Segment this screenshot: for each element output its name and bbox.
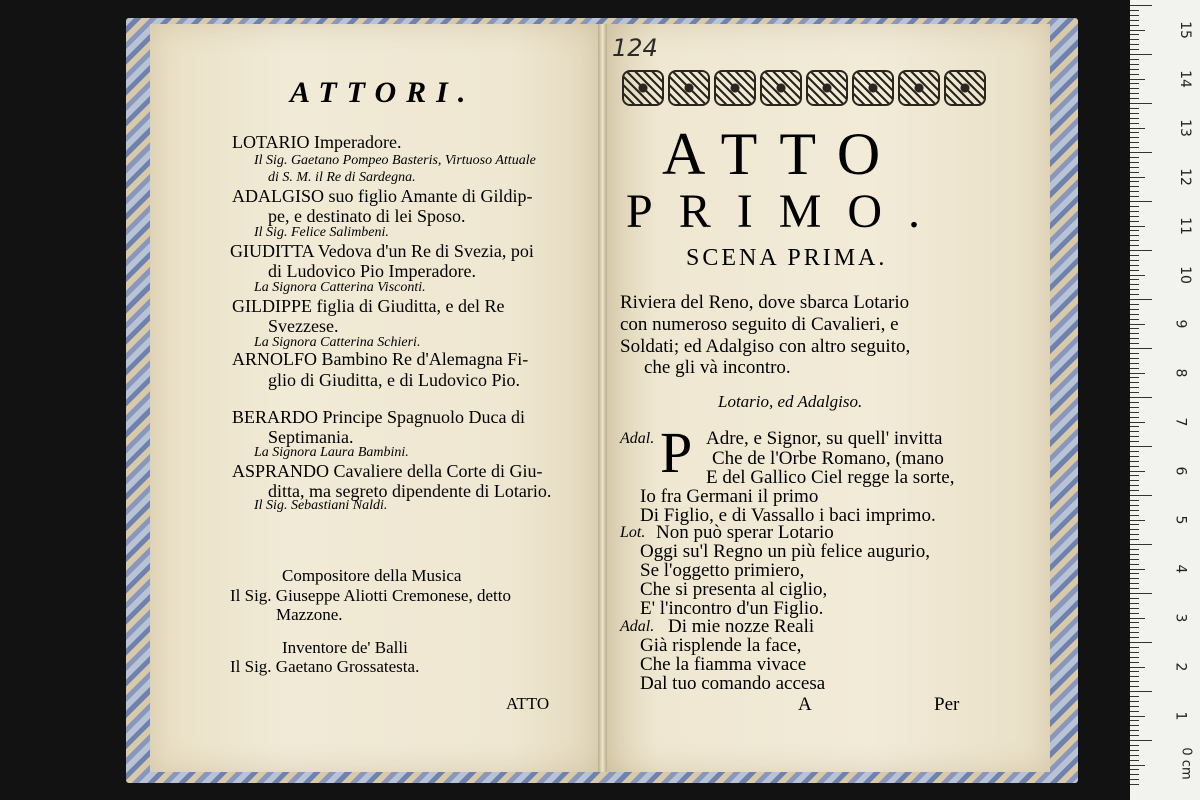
ornament-tile <box>806 70 848 106</box>
ruler-tick <box>1130 216 1139 217</box>
dialogue-line: Io fra Germani il primo <box>640 486 819 507</box>
ruler-tick <box>1130 201 1152 202</box>
ruler-tick <box>1130 627 1139 628</box>
role-desc: glio di Giuditta, e di Ludovico Pio. <box>268 370 520 390</box>
ruler-tick <box>1130 779 1139 780</box>
ruler-tick <box>1130 520 1145 521</box>
ruler-number: 14 <box>1176 70 1193 88</box>
ornament-tile <box>760 70 802 106</box>
ruler-tick <box>1130 456 1139 457</box>
role-desc: di Ludovico Pio Imperadore. <box>268 261 476 281</box>
ruler-tick <box>1130 632 1139 633</box>
composer-name: Il Sig. Giuseppe Aliotti Cremonese, detto <box>230 586 511 605</box>
dialogue-line: Dal tuo comando accesa <box>640 673 826 694</box>
ruler-tick <box>1130 270 1139 271</box>
ruler-tick <box>1130 15 1139 16</box>
ruler-tick <box>1130 725 1139 726</box>
ruler-tick <box>1130 230 1139 231</box>
act-heading: ATTO <box>662 121 903 187</box>
singer-name: Il Sig. Felice Salimbeni. <box>254 225 389 240</box>
ruler-tick <box>1130 466 1139 467</box>
ruler-tick <box>1130 441 1139 442</box>
ruler-tick <box>1130 716 1145 717</box>
ruler-tick <box>1130 480 1139 481</box>
dialogue-line: Oggi su'l Regno un più felice augurio, <box>640 541 930 562</box>
ruler-tick <box>1130 475 1139 476</box>
setting-line: che gli và incontro. <box>644 357 791 378</box>
ruler-tick <box>1130 745 1139 746</box>
dialogue-line: Già risplende la face, <box>640 635 802 656</box>
role-desc: ditta, ma segreto dipendente di Lotario. <box>268 481 552 501</box>
ruler-tick <box>1130 554 1139 555</box>
ruler-tick <box>1130 706 1139 707</box>
ruler-tick <box>1130 662 1139 663</box>
ruler-tick <box>1130 226 1145 227</box>
ruler-tick <box>1130 618 1145 619</box>
ruler-tick <box>1130 613 1139 614</box>
ruler-tick <box>1130 377 1139 378</box>
ruler-tick <box>1130 49 1139 50</box>
ruler-number: 12 <box>1176 168 1193 186</box>
dialogue-line: E' l'incontro d'un Figlio. <box>640 598 824 619</box>
ruler-tick <box>1130 382 1139 383</box>
ruler-tick <box>1130 118 1139 119</box>
ruler-tick <box>1130 294 1139 295</box>
ruler-tick <box>1130 490 1139 491</box>
ruler-tick <box>1130 309 1139 310</box>
dialogue-line: Che de l'Orbe Romano, (mano <box>712 448 944 469</box>
ruler-tick <box>1130 98 1139 99</box>
persons: Lotario, ed Adalgiso. <box>718 392 863 411</box>
ruler-tick <box>1130 451 1139 452</box>
ruler-tick <box>1130 422 1145 423</box>
setting-line: con numeroso seguito di Cavalieri, e <box>620 314 899 335</box>
ruler-tick <box>1130 495 1152 496</box>
ruler-tick <box>1130 730 1139 731</box>
ruler-number: 9 <box>1172 319 1189 329</box>
ruler-tick <box>1130 583 1139 584</box>
ornament-tile <box>622 70 664 106</box>
ruler-tick <box>1130 760 1139 761</box>
catchword-right: Per <box>934 694 960 715</box>
dialogue-line: Di Figlio, e di Vassallo i baci imprimo. <box>640 505 936 526</box>
ruler-tick <box>1130 93 1139 94</box>
ruler-tick <box>1130 235 1139 236</box>
ruler-tick <box>1130 569 1145 570</box>
ruler-tick <box>1130 44 1139 45</box>
ruler-tick <box>1130 720 1139 721</box>
ruler-tick <box>1130 172 1139 173</box>
setting-line: Riviera del Reno, dove sbarca Lotario <box>620 292 910 313</box>
ruler-tick <box>1130 529 1139 530</box>
ruler-tick <box>1130 196 1139 197</box>
role-name: BERARDO Principe Spagnuolo Duca di <box>232 407 525 427</box>
ruler-tick <box>1130 157 1139 158</box>
ruler-tick <box>1130 314 1139 315</box>
ruler-tick <box>1130 671 1139 672</box>
ruler-tick <box>1130 397 1152 398</box>
ruler-tick <box>1130 152 1152 153</box>
ruler-tick <box>1130 319 1139 320</box>
dialogue-line: Adre, e Signor, su quell' invitta <box>706 428 943 449</box>
ruler-tick <box>1130 387 1139 388</box>
ruler-tick <box>1130 755 1139 756</box>
ruler-tick <box>1130 108 1139 109</box>
ruler-tick <box>1130 353 1139 354</box>
role-name: ADALGISO suo figlio Amante di Gildip- <box>232 186 533 206</box>
catchword-left: ATTO <box>506 694 550 713</box>
ruler-tick <box>1130 593 1152 594</box>
ruler-tick <box>1130 622 1139 623</box>
role-name: LOTARIO Imperadore. <box>232 132 402 152</box>
ruler-tick <box>1130 206 1139 207</box>
ruler-tick <box>1130 30 1145 31</box>
ruler-tick <box>1130 676 1139 677</box>
ruler-tick <box>1130 177 1145 178</box>
dialogue-line: Che si presenta al ciglio, <box>640 579 828 600</box>
ruler-tick <box>1130 245 1139 246</box>
singer-name: La Signora Laura Bambini. <box>254 445 409 460</box>
ruler-tick <box>1130 711 1139 712</box>
ruler-tick <box>1130 417 1139 418</box>
ruler-tick <box>1130 647 1139 648</box>
act-number: PRIMO. <box>626 185 947 238</box>
role-desc: Septimania. <box>268 427 354 447</box>
ruler-tick <box>1130 485 1139 486</box>
ruler-tick <box>1130 113 1139 114</box>
ruler-tick <box>1130 358 1139 359</box>
ruler-tick <box>1130 333 1139 334</box>
ruler-tick <box>1130 338 1139 339</box>
ruler-tick <box>1130 471 1145 472</box>
ruler-tick <box>1130 407 1139 408</box>
ruler-tick <box>1130 392 1139 393</box>
ruler-number: 3 <box>1172 613 1189 623</box>
ruler-tick <box>1130 289 1139 290</box>
book-gutter <box>598 24 607 772</box>
ruler-number: 6 <box>1172 466 1189 476</box>
ruler-tick <box>1130 750 1139 751</box>
ruler-tick <box>1130 373 1145 374</box>
measurement-ruler <box>1130 0 1200 800</box>
ruler-tick <box>1130 578 1139 579</box>
ruler-tick <box>1130 39 1139 40</box>
ruler-tick <box>1130 544 1152 545</box>
ruler-tick <box>1130 402 1139 403</box>
ruler-tick <box>1130 642 1152 643</box>
ruler-tick <box>1130 59 1139 60</box>
ruler-tick <box>1130 461 1139 462</box>
ruler-tick <box>1130 167 1139 168</box>
ruler-tick <box>1130 137 1139 138</box>
ruler-tick <box>1130 534 1139 535</box>
ruler-tick <box>1130 691 1152 692</box>
page-number: 124 <box>612 34 658 62</box>
ruler-tick <box>1130 652 1139 653</box>
ruler-tick <box>1130 324 1145 325</box>
scene-heading: SCENA PRIMA. <box>686 245 888 271</box>
ruler-tick <box>1130 686 1139 687</box>
ruler-number: 15 <box>1176 21 1193 39</box>
ruler-tick <box>1130 539 1139 540</box>
ruler-tick <box>1130 667 1145 668</box>
ruler-tick <box>1130 608 1139 609</box>
ruler-number: 5 <box>1172 515 1189 525</box>
signature-mark: A <box>798 694 812 715</box>
ruler-number: 10 <box>1176 266 1193 284</box>
ruler-tick <box>1130 446 1152 447</box>
ruler-tick <box>1130 211 1139 212</box>
ruler-tick <box>1130 221 1139 222</box>
ruler-tick <box>1130 598 1139 599</box>
ruler-tick <box>1130 436 1139 437</box>
ruler-tick <box>1130 69 1139 70</box>
ruler-tick <box>1130 186 1139 187</box>
ruler-tick <box>1130 83 1139 84</box>
role-name: ASPRANDO Cavaliere della Corte di Giu- <box>232 461 543 481</box>
ruler-tick <box>1130 162 1139 163</box>
ruler-tick <box>1130 510 1139 511</box>
ruler-tick <box>1130 74 1139 75</box>
ruler-tick <box>1130 181 1139 182</box>
composer-name-cont: Mazzone. <box>276 605 343 624</box>
ruler-tick <box>1130 515 1139 516</box>
dialogue-line: Di mie nozze Reali <box>668 616 815 637</box>
ruler-tick <box>1130 348 1152 349</box>
ruler-tick <box>1130 34 1139 35</box>
ruler-tick <box>1130 250 1152 251</box>
ruler-tick <box>1130 573 1139 574</box>
ruler-tick <box>1130 765 1145 766</box>
ruler-tick <box>1130 637 1139 638</box>
ruler-tick <box>1130 774 1139 775</box>
ruler-tick <box>1130 500 1139 501</box>
ruler-tick <box>1130 588 1139 589</box>
role-desc: Svezzese. <box>268 316 339 336</box>
ruler-tick <box>1130 549 1139 550</box>
drop-cap: P <box>660 420 693 485</box>
setting-line: Soldati; ed Adalgiso con altro seguito, <box>620 336 911 357</box>
ruler-unit: 0 cm <box>1178 747 1194 780</box>
ruler-tick <box>1130 5 1152 6</box>
ballet-label: Inventore de' Balli <box>282 638 408 657</box>
ruler-tick <box>1130 740 1152 741</box>
ruler-tick <box>1130 304 1139 305</box>
dialogue-line: Che la fiamma vivace <box>640 654 807 675</box>
ruler-number: 11 <box>1176 217 1193 235</box>
ruler-tick <box>1130 299 1152 300</box>
speaker: Adal. <box>620 618 655 635</box>
ruler-tick <box>1130 363 1139 364</box>
ruler-number: 2 <box>1172 662 1189 672</box>
ruler-tick <box>1130 103 1152 104</box>
ruler-tick <box>1130 701 1139 702</box>
singer-name: La Signora Catterina Visconti. <box>254 280 426 295</box>
ruler-tick <box>1130 128 1145 129</box>
ruler-tick <box>1130 279 1139 280</box>
role-desc: pe, e destinato di lei Sposo. <box>268 206 466 226</box>
ruler-tick <box>1130 284 1139 285</box>
ruler-tick <box>1130 25 1139 26</box>
ruler-tick <box>1130 524 1139 525</box>
ruler-number: 13 <box>1176 119 1193 137</box>
ruler-tick <box>1130 20 1139 21</box>
ruler-tick <box>1130 657 1139 658</box>
ruler-tick <box>1130 64 1139 65</box>
role-name: ARNOLFO Bambino Re d'Alemagna Fi- <box>232 349 529 369</box>
ruler-tick <box>1130 681 1139 682</box>
ruler-number: 4 <box>1172 564 1189 574</box>
ruler-tick <box>1130 343 1139 344</box>
role-name: GILDIPPE figlia di Giuditta, e del Re <box>232 296 505 316</box>
ruler-tick <box>1130 426 1139 427</box>
ruler-tick <box>1130 260 1139 261</box>
ruler-tick <box>1130 412 1139 413</box>
ornament-tile <box>898 70 940 106</box>
singer-name: La Signora Catterina Schieri. <box>254 335 421 350</box>
singer-name: Il Sig. Sebastiani Naldi. <box>254 498 388 513</box>
ruler-tick <box>1130 431 1139 432</box>
ruler-tick <box>1130 147 1139 148</box>
ruler-tick <box>1130 368 1139 369</box>
attori-heading: ATTORI. <box>290 76 476 109</box>
ornament-tile <box>668 70 710 106</box>
ornament-band <box>622 70 986 106</box>
ruler-number: 7 <box>1172 417 1189 427</box>
ruler-tick <box>1130 88 1139 89</box>
ruler-tick <box>1130 142 1139 143</box>
dialogue-line: Non può sperar Lotario <box>656 522 834 543</box>
ruler-tick <box>1130 191 1139 192</box>
ruler-tick <box>1130 769 1139 770</box>
ruler-tick <box>1130 505 1139 506</box>
ruler-tick <box>1130 79 1145 80</box>
ruler-tick <box>1130 132 1139 133</box>
ornament-tile <box>852 70 894 106</box>
dialogue-line: E del Gallico Ciel regge la sorte, <box>706 467 955 488</box>
ruler-tick <box>1130 275 1145 276</box>
singer-name: Il Sig. Gaetano Pompeo Basteris, Virtuoso Attuale <box>254 153 536 168</box>
ruler-tick <box>1130 10 1139 11</box>
ruler-tick <box>1130 784 1139 785</box>
composer-label: Compositore della Musica <box>282 566 462 585</box>
speaker: Adal. <box>620 430 655 447</box>
ruler-tick <box>1130 559 1139 560</box>
ruler-tick <box>1130 265 1139 266</box>
role-name: GIUDITTA Vedova d'un Re di Svezia, poi <box>230 241 534 261</box>
ruler-tick <box>1130 240 1139 241</box>
ruler-tick <box>1130 123 1139 124</box>
ruler-tick <box>1130 735 1139 736</box>
ruler-tick <box>1130 564 1139 565</box>
dialogue-line: Se l'oggetto primiero, <box>640 560 805 581</box>
ruler-number: 8 <box>1172 368 1189 378</box>
ruler-tick <box>1130 255 1139 256</box>
ornament-tile <box>944 70 986 106</box>
ruler-tick <box>1130 603 1139 604</box>
ruler-tick <box>1130 54 1152 55</box>
singer-name: di S. M. il Re di Sardegna. <box>268 170 416 185</box>
ballet-name: Il Sig. Gaetano Grossatesta. <box>230 657 420 676</box>
ruler-number: 1 <box>1172 711 1189 721</box>
ruler-tick <box>1130 696 1139 697</box>
ruler-tick <box>1130 328 1139 329</box>
ornament-tile <box>714 70 756 106</box>
speaker: Lot. <box>620 524 646 541</box>
